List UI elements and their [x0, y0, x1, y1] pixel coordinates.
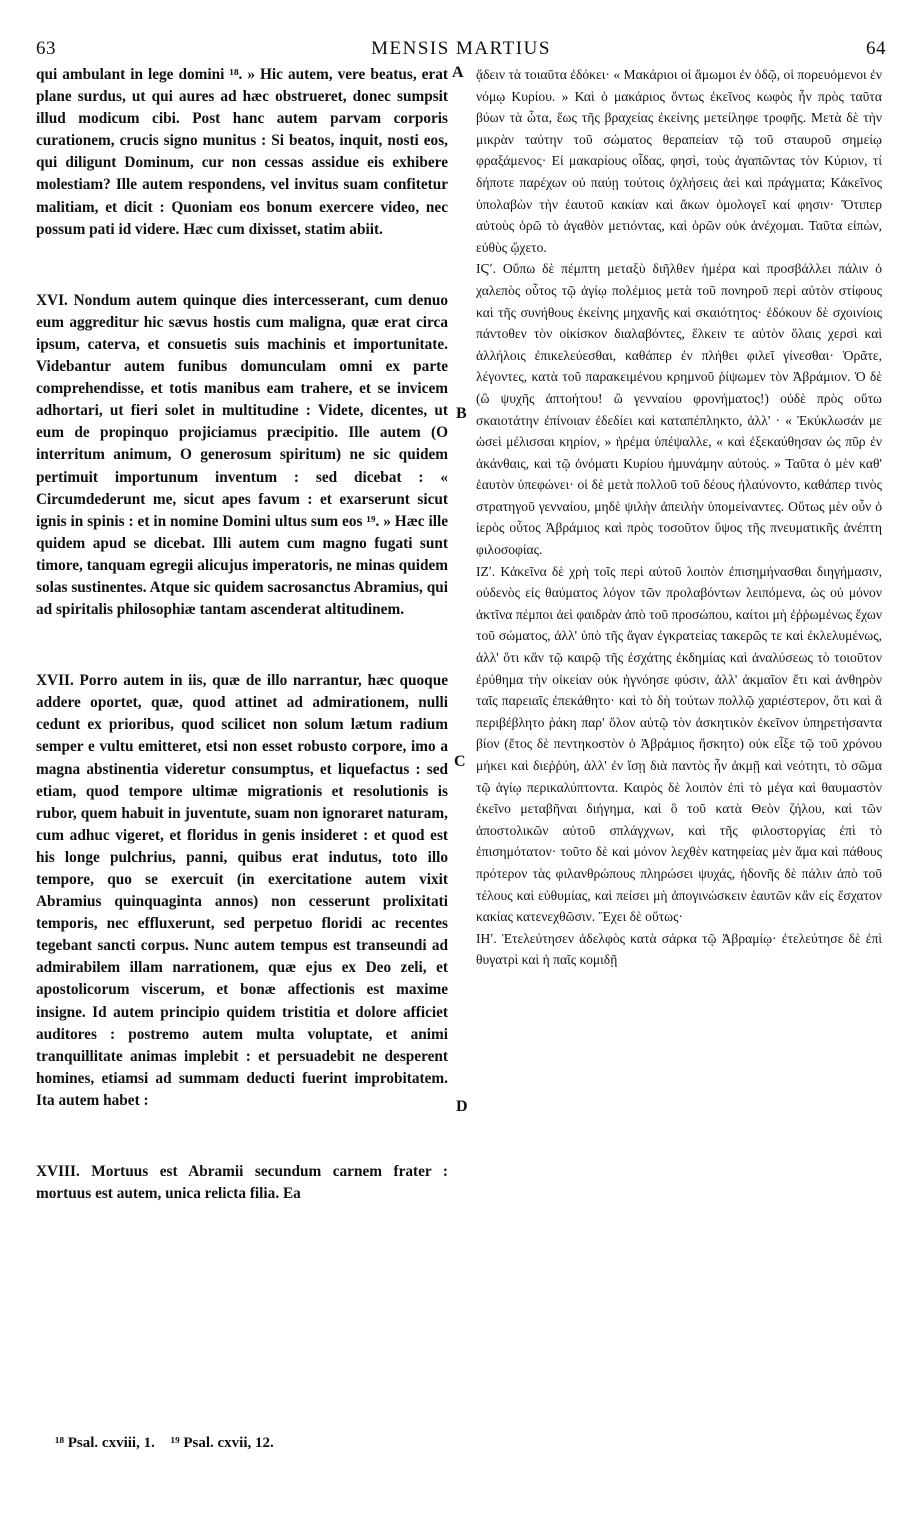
page-number-right: 64 [866, 38, 886, 59]
footnote-18: ¹⁸ Psal. cxviii, 1. [55, 1435, 155, 1451]
footnotes [55, 1435, 286, 1452]
margin-marker-a: A [452, 64, 464, 81]
latin-paragraph-xvi: XVI. Nondum autem quinque dies intercesserant, cum denuo eum aggreditur hic sævus hostis cum maligna, quæ erat circa ipsum, caterva, et consuetis suis machinis et importunitate. Videbantur autem funibus domunculam omni ex parte comprehendisse, et totis manibus eam trahere, et se invicem adhortari, ut fieri solet in multitudine : Videte, dicentes, ut eum de propinquo projiciamus præcipitio. Ille autem (O interritum animum, O generosum spiritum) ne sic quidem pertimuit importunum inventum : sed dicebat : « Circumdederunt me, sicut apes favum : et exarserunt sicut ignis in spinis : et in nomine Domini ultus sum eos ¹⁹. » Hæc ille quidem apud se dicebat. Illi autem cum magno fugati sunt timore, tanquam egregii alicujus imperatoris, ne minas quidem solas sustinentes. Atque sic quidem sacrosanctus Abramius, qui ad spiritalis philosophiæ tantam ascenderat altitudinem. [36, 291, 448, 619]
running-title: MENSIS MARTIUS [371, 38, 551, 59]
latin-paragraph-xviii: XVIII. Mortuus est Abramii secundum carnem frater : mortuus est autem, unica relicta filia. Ea [36, 1163, 448, 1203]
latin-paragraph-intro: qui ambulant in lege domini ¹⁸. » Hic autem, vere beatus, erat plane surdus, ut qui aures ad hæc obstrueret, donec sumpsit illud modicum cibi. Post hanc autem parvam corporis curationem, crucis signo munitus : Si beatos, inquit, nosti eos, qui diligunt Dominum, cur non cessas assidue eis exhibere molestiam? Ille autem respondens, vel invitus suam confitetur malitiam, et dicit : Quoniam eos bonum exercere video, nec possum pati id videre. Hæc cum dixisset, statim abiit. [36, 66, 448, 238]
margin-marker-d: D [456, 1098, 468, 1115]
greek-paragraph-18: ΙΗʹ. Ἐτελεύτησεν ἀδελφὸς κατὰ σάρκα τῷ Ἀβραμίῳ· ἐτελεύτησε δὲ ἐπὶ θυγατρὶ καὶ ἡ παῖς κομιδῇ [476, 930, 882, 968]
latin-paragraph-xvii: XVII. Porro autem in iis, quæ de illo narrantur, hæc quoque addere oportet, quæ, quod attinet ad admirationem, nulli cedunt ex prioribus, quod scilicet non solum lætum radium semper e vultu emitteret, etsi non esset robusto corpore, imo a magna abstinentia videretur consumptus, et liquefactus : sed etiam, quod tempore ultimæ migrationis et resolutionis is rubor, quem habuit in juventute, suam non ignoraret naturam, cum adhuc vigeret, et floridus in genis insideret : et quod est his longe pulchrius, panni, quibus erat indutus, toto illo tempore, quo se exercuit (in exercitatione autem vixit Abramius quinquaginta annos) non cesserunt prolixitati temporis, nec effluxerunt, sed perpetuo floridi ac recentes tegebant sancti corpus. Nunc autem tempus est transeundi ad admirabilem illam narrationem, quæ ejus ex Deo zeli, et apostolicorum viscerum, et bonæ affectionis est maxime insigne. Id autem principio quidem tristitia et dolore afficiet auditores : postremo autem multa voluptate, et animi tranquillitate animas implebit : et persuadebit ne desperent homines, etiamsi ad summam deducti fuerint improbitatem. Ita autem habet : [36, 672, 448, 1109]
greek-column [476, 64, 882, 971]
greek-paragraph-16: ΙϚʹ. Οὔπω δὲ πέμπτη μεταξὺ διῆλθεν ἡμέρα καὶ προσβάλλει πάλιν ὁ χαλεπὸς οὗτος τῷ ἁγίῳ πολέμιος μετὰ τοῦ πονηροῦ περὶ αὐτὸν στίφους καὶ τῆς συνήθους ἐκείνης μηχανῆς καὶ σκαιότητος· ἐδόκουν δὲ σχοινίοις πάντοθεν τὸν οἰκίσκον διαλαβόντες, ἕλκειν τε αὐτὸν ὅλαις χερσὶ καὶ ἀλλήλοις ἐπικελεύεσθαι, καθάπερ ἐν πλήθει φιλεῖ γίνεσθαι· Ὁρᾶτε, λέγοντες, κατὰ τοῦ παρακειμένου κρημνοῦ ῥίψωμεν τὸν Ἀβράμιον. Ὁ δὲ (ὢ ψυχῆς ἀπτοήτου! ὢ γενναίου φρονήματος!) οὐδὲ πρὸς οὕτω σκαιοτάτην ἐπίνοιαν ἐδεδίει καὶ καταπέπληκτο, ἀλλ' · « Ἐκύκλωσάν με ὡσεὶ μέλισσαι κηρίον, » ἠρέμα ὑπέψαλλε, « καὶ ἐξεκαύθησαν ὡς πῦρ ἐν ἀκάνθαις, καὶ τῷ ὀνόματι Κυρίου ἠμυνάμην αὐτούς. » Ταῦτα ὁ μὲν καθ' ἑαυτὸν ὑπεφώνει· οἱ δὲ μετὰ πολλοῦ τοῦ δέους ἠλαύνοντο, καθάπερ τινὸς στρατηγοῦ γενναίου, μηδὲ ψιλὴν ἀπειλὴν ὑπομείναντες. Οὕτως μὲν οὖν ὁ ἱερὸς οὗτος Ἀβράμιος καὶ πρὸς τοσοῦτον ὕψος τῆς πνευματικῆς ἀνέπτη φιλοσοφίας. [476, 261, 882, 558]
page-number-left: 63 [36, 38, 56, 59]
footnote-19: ¹⁹ Psal. cxvii, 12. [170, 1435, 274, 1451]
greek-paragraph-17: ΙΖʹ. Κἀκεῖνα δὲ χρὴ τοῖς περὶ αὐτοῦ λοιπὸν ἐπισημήνασθαι διηγήμασιν, οὐδενὸς εἰς θαύματος λόγον τῶν προλαβόντων λειπόμενα, ὡς οὐ μόνον ἀκτῖνα πέμποι ἀεὶ φαιδρὰν ἀπὸ τοῦ προσώπου, καίτοι μὴ ἐῤῥωμένως ἔχων τοῦ σώματος, ἀλλ' ὑπὸ τῆς ἄγαν ἐγκρατείας τακερῶς τε καὶ ἐκλελυμένως, ἀλλ' ὅτι κἂν τῷ καιρῷ τῆς ἐσχάτης ἐκδημίας καὶ ἀναλύσεως τὸ τοιοῦτον ἐρύθημα τὴν οἰκείαν οὐκ ἠγνόησε φύσιν, ἀλλ' ἀκμαῖον ἔτι καὶ ἀνθηρὸν ταῖς παρειαῖς ἐπεκάθητο· καὶ τὸ δὴ τούτων πολλῷ χαριέστερον, ὅτι καὶ ἃ περιβέβλητο ῥάκη παρ' ὅλον αὐτῷ τὸν ἀσκητικὸν ἐκεῖνον ὑπηρετήσαντα βίον (ἔτος δὲ πεντηκοστὸν ὁ Ἀβράμιος ἤσκητο) οὐκ εἶξε τῷ τοῦ χρόνου μήκει καὶ διεῤῥύη, ἀλλ' ἐν ἴσῃ διὰ παντὸς ἦν ἀκμῇ καὶ νεότητι, τὸ σῶμα τῷ ἁγίῳ περικαλύπτοντα. Καιρὸς δὲ λοιπὸν ἐπὶ τὸ μέγα καὶ θαυμαστὸν ἐκεῖνο μεταβῆναι διήγημα, καὶ ὃ τοῦ κατὰ Θεὸν ζήλου, καὶ τῶν ἀποστολικῶν αὐτοῦ σπλάγχνων, καὶ τῆς φιλοστοργίας ἐπὶ τὸ ἐπισημότατον· τοῦτο δὲ καὶ μόνον λεχθὲν κατηφείας μὲν ἅμα καὶ πάθους πρότερον τὰς φιλανθρώπους πληρώσει ψυχάς, ἡδονῆς δὲ πάλιν ἀπὸ τοῦ τέλους καὶ εὐθυμίας, καὶ πείσει μὴ ἀπογινώσκειν ἑαυτῶν κἂν εἰς ἔσχατον κακίας κατενεχθῶσιν. Ἔχει δὲ οὕτως· [476, 563, 882, 925]
margin-marker-c: C [454, 753, 466, 770]
margin-marker-b: B [456, 405, 467, 422]
page-header [36, 38, 886, 64]
greek-paragraph-intro: ᾄδειν τὰ τοιαῦτα ἐδόκει· « Μακάριοι οἱ ἄμωμοι ἐν ὁδῷ, οἱ πορευόμενοι ἐν νόμῳ Κυρίου. » Καὶ ὁ μακάριος ὄντως ἐκεῖνος κωφὸς ἦν πρὸς ταῦτα βύων τὰ ὦτα, ἕως τῆς βραχείας ἐκείνης μετείληφε τροφῆς. Μετὰ δὲ τὴν μικρὰν ταύτην τοῦ σώματος θεραπείαν τῷ τοῦ σταυροῦ σημείῳ φραξάμενος· Εἰ μακαρίους οἶδας, φησὶ, τοὺς ἀγαπῶντας τὸν Κύριον, τί δήποτε παρέχων οὐ παύῃ τούτοις ὀχλήσεις ἀεὶ καὶ πράγματα; Κἀκεῖνος ὑπολαβὼν τὴν ἑαυτοῦ κακίαν καὶ ἄκων ὁμολογεῖ καί φησιν· Ὅτιπερ αὐτοὺς ὁρῶ τὸ ἀγαθὸν μετιόντας, καὶ ὁρῶν οὐκ ἀνέχομαι. Ταῦτα εἰπὼν, εὐθὺς ᾤχετο. [476, 67, 882, 255]
latin-column [36, 64, 448, 1205]
